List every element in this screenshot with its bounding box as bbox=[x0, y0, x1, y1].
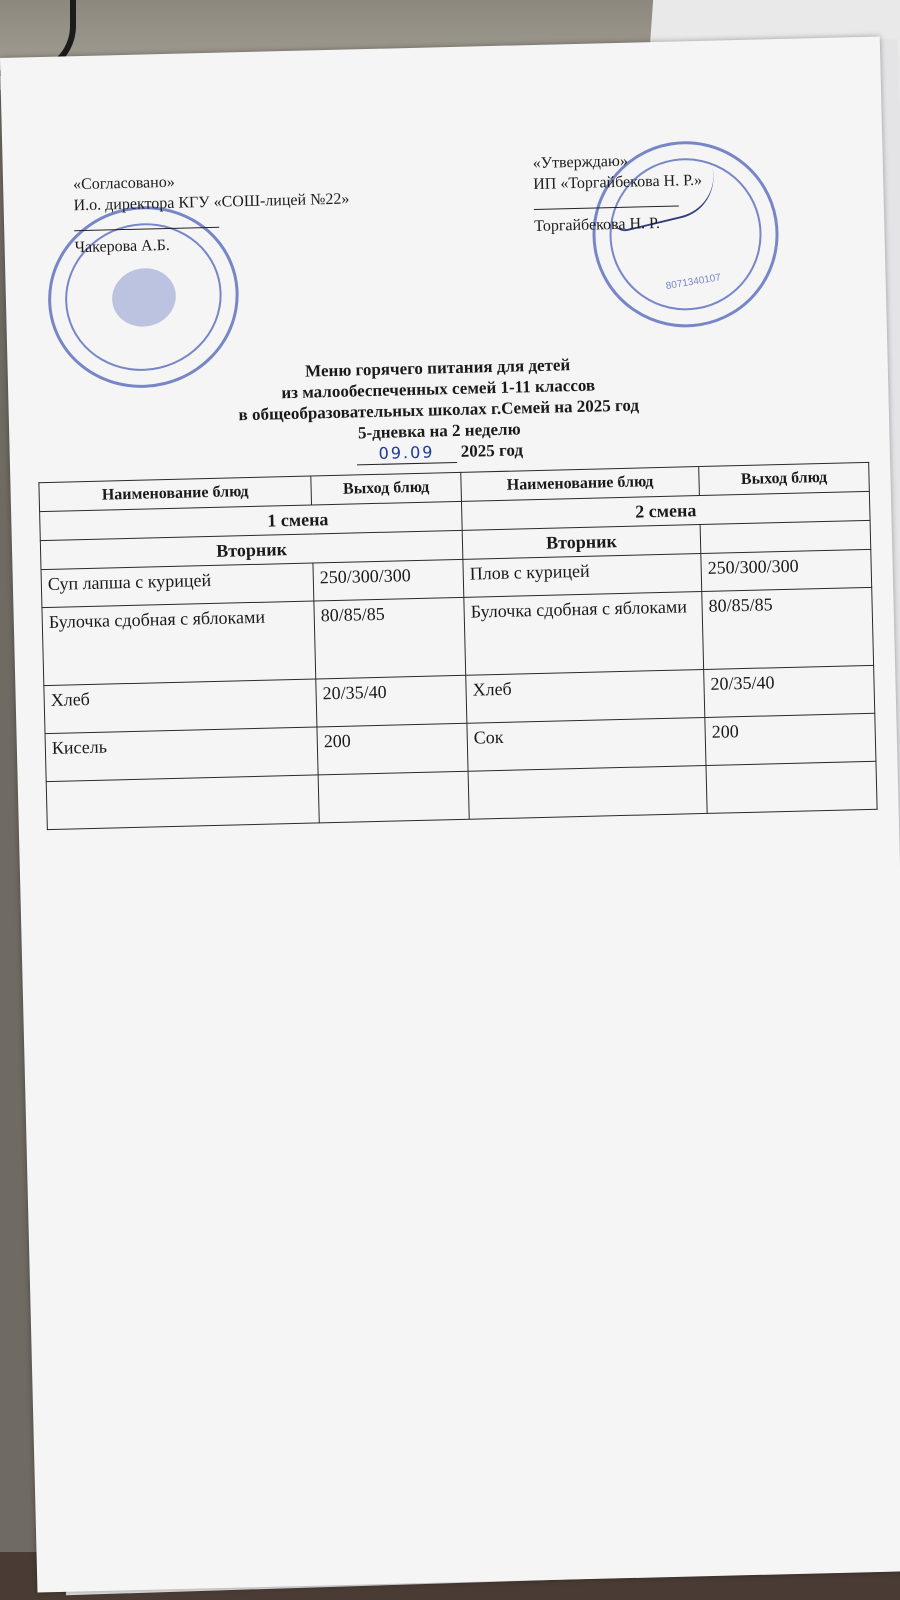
yield-cell: 250/300/300 bbox=[313, 559, 464, 601]
document-page bbox=[0, 36, 900, 1592]
yield-cell: 20/35/40 bbox=[316, 675, 467, 727]
approval-heading: «Согласовано» bbox=[72, 173, 175, 194]
dish-cell: Хлеб bbox=[44, 679, 317, 734]
shift-2-label: 2 смена bbox=[461, 491, 870, 530]
header-yield-1: Выход блюд bbox=[311, 472, 462, 505]
approval-name: Торгайбекова Н. Р. bbox=[534, 214, 661, 235]
title-line-2: из малообеспеченных семей 1-11 классов bbox=[281, 375, 596, 403]
shift-1-label: 1 смена bbox=[40, 501, 463, 540]
title-line-1: Меню горячего питания для детей bbox=[304, 355, 571, 381]
day-1-label: Вторник bbox=[40, 530, 463, 569]
document-title bbox=[158, 351, 720, 471]
yield-cell: 200 bbox=[317, 723, 468, 775]
dish-cell: Сок bbox=[467, 717, 706, 771]
approval-position: ИП «Торгайбекова Н. Р.» bbox=[533, 171, 703, 194]
approval-block-right bbox=[532, 149, 703, 237]
yield-cell: 250/300/300 bbox=[701, 549, 872, 591]
yield-cell: 80/85/85 bbox=[314, 597, 466, 679]
dish-cell bbox=[46, 775, 319, 830]
menu-table bbox=[38, 462, 877, 830]
dish-cell: Хлеб bbox=[466, 669, 705, 723]
approval-position: И.о. директора КГУ «СОШ-лицей №22» bbox=[73, 190, 350, 215]
approval-name: Чакерова А.Б. bbox=[74, 236, 171, 257]
dish-cell: Кисель bbox=[45, 727, 318, 782]
dish-cell: Булочка сдобная с яблоками bbox=[42, 601, 316, 686]
title-line-3: в общеобразовательных школах г.Семей на 2025 год bbox=[238, 395, 640, 425]
year-suffix: 2025 год bbox=[460, 440, 524, 461]
handwritten-date: 09.09 bbox=[356, 441, 457, 465]
yield-cell: 20/35/40 bbox=[704, 665, 875, 717]
approval-block-left bbox=[73, 168, 351, 259]
yield-cell: 80/85/85 bbox=[702, 587, 874, 669]
dish-cell: Суп лапша с курицей bbox=[41, 563, 314, 608]
dish-cell: Булочка сдобная с яблоками bbox=[464, 592, 704, 676]
stamp-digits: 8071340107 bbox=[665, 272, 722, 293]
day-row-empty bbox=[700, 520, 871, 553]
approval-signature-line bbox=[534, 191, 703, 216]
dish-cell bbox=[468, 765, 707, 819]
title-line-4: 5-дневка на 2 неделю bbox=[357, 419, 521, 443]
yield-cell bbox=[706, 761, 877, 813]
dish-cell: Плов с курицей bbox=[463, 554, 702, 598]
yield-cell: 200 bbox=[705, 713, 876, 765]
header-dish-1: Наименование блюд bbox=[39, 476, 312, 512]
day-2-label: Вторник bbox=[462, 525, 701, 560]
header-yield-2: Выход блюд bbox=[699, 462, 870, 495]
header-dish-2: Наименование блюд bbox=[461, 467, 700, 502]
yield-cell bbox=[318, 771, 469, 823]
approval-heading: «Утверждаю» bbox=[532, 152, 629, 173]
stamp-emblem-icon bbox=[106, 261, 182, 332]
